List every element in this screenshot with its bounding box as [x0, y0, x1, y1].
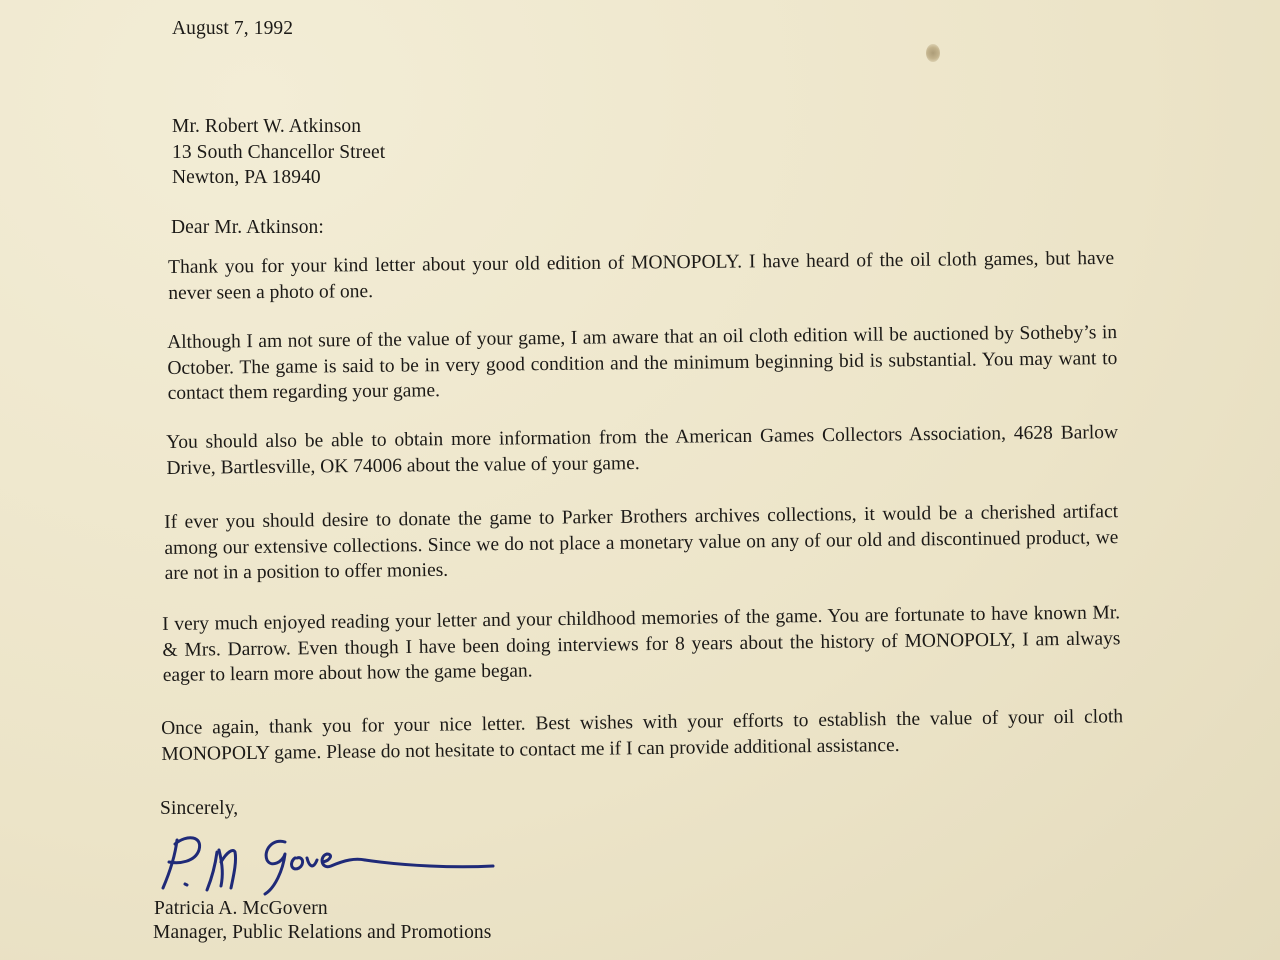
body-paragraph-4: If ever you should desire to donate the game to Parker Brothers archives collections, it would be a cherished artifact among our extensive collections. Since we do not place a monetary value on any of our old and discontinued product, we are not in a position to offer monies. — [164, 501, 1119, 584]
body-paragraph-2: Although I am not sure of the value of your game, I am aware that an oil cloth edition will be auctioned by Sotheby’s in October. The game is said to be in very good condition and the minimum beginning bid is substantial. You may want to contact them regarding your game. — [167, 322, 1118, 404]
salutation: Dear Mr. Atkinson: — [171, 217, 324, 238]
recipient-city: Newton, PA 18940 — [172, 167, 321, 188]
handwritten-signature — [155, 822, 505, 902]
body-paragraph-6: Once again, thank you for your nice letter. Best wishes with your efforts to establish the value of your oil cloth MONOPOLY game. Please do not hesitate to contact me if I can provide additional assistance. — [161, 706, 1124, 765]
body-paragraph-1: Thank you for your kind letter about your old edition of MONOPOLY. I have heard of the oil cloth games, but have never seen a photo of one. — [168, 247, 1115, 304]
paper-stain — [926, 44, 940, 62]
body-paragraph-3: You should also be able to obtain more information from the American Games Collectors Association, 4628 Barlow Drive, Bartlesville, OK 74006 about the value of your game. — [166, 422, 1119, 479]
body-paragraph-5: I very much enjoyed reading your letter and your childhood memories of the game. You are fortunate to have known Mr. & Mrs. Darrow. Even though I have been doing interviews for 8 years about the history of MONOPOLY, I am always eager to learn more about how the game began. — [162, 602, 1121, 686]
signer-title: Manager, Public Relations and Promotions — [153, 922, 492, 943]
letter-date: August 7, 1992 — [172, 18, 294, 39]
recipient-street: 13 South Chancellor Street — [172, 142, 386, 163]
closing: Sincerely, — [160, 798, 239, 819]
signer-name: Patricia A. McGovern — [154, 898, 328, 919]
recipient-name: Mr. Robert W. Atkinson — [172, 116, 362, 137]
